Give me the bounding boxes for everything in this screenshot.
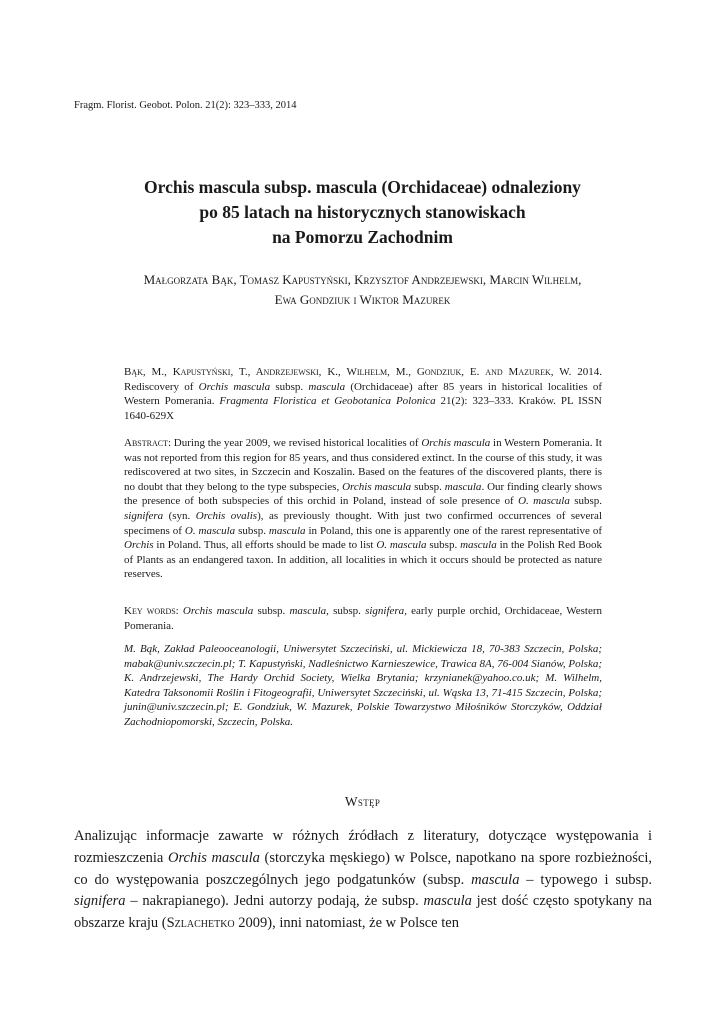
citation-species-1: Orchis mascula	[198, 380, 271, 393]
abstract-species: O. mascula	[184, 524, 236, 537]
body-text-run: (storczyka męskiego) w Polsce, napotkano na spore rozbieżności, co do występowania poszczególnych jego podgatunków (subsp.	[74, 849, 652, 888]
keywords-text: , early purple orchid, Orchidaceae, Western Pomerania.	[124, 605, 603, 632]
authors-line-2: Ewa Gondziuk i Wiktor Mazurek	[274, 292, 451, 307]
title-line-3: na Pomorzu Zachodnim	[272, 227, 453, 247]
abstract-block	[124, 436, 602, 582]
body-citation-author: Szlachetko	[166, 915, 235, 932]
abstract-text: in the Polish Red Book of Plants as an endangered taxon. In addition, all localities in which it occurs should be protected as nature reserves.	[124, 539, 603, 581]
abstract-text: in Western Pomerania. It was not reported from this region for 85 years, and thus considered extinct. In the course of this study, it was rediscovered at two sites, in Szczecin and Koszalin. Based on the features of the discovered plants, there is no doubt that they belong to the type subspecies,	[124, 437, 602, 493]
citation-journal: Fragmenta Floristica et Geobotanica Polonica	[219, 395, 436, 408]
body-paragraph	[74, 826, 652, 935]
body-species: Orchis mascula	[167, 849, 260, 866]
abstract-text: in Poland, this one is apparently one of the rarest representative of	[305, 524, 603, 537]
body-text-run: 2009), inni natomiast, że w Polsce ten	[234, 915, 459, 932]
title-line-1: Orchis mascula subsp. mascula (Orchidaceae) odnaleziony	[144, 177, 581, 197]
abstract-text: . Our finding clearly shows the presence of both subspecies of this orchid in Poland, instead of sole presence of	[124, 480, 603, 508]
abstract-label: Abstract:	[124, 437, 172, 449]
abstract-text: subsp.	[411, 480, 445, 493]
abstract-species: mascula	[444, 480, 482, 493]
body-species: signifera	[74, 893, 126, 910]
abstract-text: (syn.	[163, 509, 196, 522]
abstract-text: ), as previously thought. With just two confirmed occurrences of several specimens of	[124, 509, 602, 537]
abstract-species: signifera	[124, 509, 164, 522]
body-text-run: jest dość często spotykany na obszarze kraju (	[74, 893, 652, 932]
citation-text-4: 21(2): 323–333. Kraków. PL ISSN 1640-629X	[124, 395, 602, 422]
addresses-paragraph: M. Bąk, Zakład Paleooceanologii, Uniwersytet Szczeciński, ul. Mickiewicza 18, 70-383 Szczecin, Polska; mabak@univ.szczecin.pl; T. Kapustyński, Nadleśnictwo Karnieszewice, Trawica 8A, 76-004 Sianów, Polska; K. Andrzejewski, The Hardy Orchid Society, Wielka Brytania; krzynianek@yahoo.co.uk; M. Wilhelm, Katedra Taksonomii Roślin i Fitogeografii, Uniwersytet Szczeciński, ul. Wąska 13, 71-415 Szczecin, Polska; junin@univ.szczecin.pl; E. Gondziuk, W. Mazurek, Polskie Towarzystwo Miłośników Storczyków, Oddział Zachodniopomorski, Szczecin, Polska.	[124, 643, 602, 728]
abstract-species: O. mascula	[376, 539, 427, 552]
abstract-species: Orchis	[124, 539, 154, 552]
citation-text-3: (Orchidaceae) after 85 years in historical localities of Western Pomerania.	[124, 380, 603, 408]
abstract-species: Orchis ovalis	[195, 509, 258, 522]
citation-text-2: subsp.	[270, 380, 309, 393]
title-line-2: po 85 latach na historycznych stanowiskach	[199, 202, 526, 222]
abstract-species: Orchis mascula	[421, 437, 491, 449]
running-head: Fragm. Florist. Geobot. Polon. 21(2): 323–333, 2014	[74, 100, 297, 111]
body-text-run: – nakrapianego). Jedni autorzy podają, że subsp.	[125, 893, 424, 910]
citation-block	[124, 365, 602, 423]
citation-text-1: 2014. Rediscovery of	[124, 366, 603, 393]
keywords-label: Key words:	[124, 605, 179, 617]
citation-authors: Bąk, M., Kapustyński, T., Andrzejewski, K., Wilhelm, M., Gondziuk, E. and Mazurek, W.	[124, 366, 572, 378]
abstract-species: mascula	[268, 524, 306, 537]
citation-species-2: mascula	[308, 380, 346, 393]
keywords-block	[124, 604, 602, 633]
citation-paragraph	[124, 365, 602, 423]
abstract-text: subsp.	[569, 495, 603, 508]
abstract-species: O. mascula	[518, 495, 570, 508]
abstract-species: mascula	[460, 539, 497, 552]
body-text	[74, 826, 652, 935]
body-text-run: – typowego i subsp.	[519, 871, 652, 888]
keywords-species: Orchis mascula	[182, 605, 254, 617]
author-list	[0, 270, 725, 310]
author-addresses	[124, 642, 602, 730]
authors-line-1: Małgorzata Bąk, Tomasz Kapustyński, Krzysztof Andrzejewski, Marcin Wilhelm,	[143, 272, 582, 287]
abstract-paragraph	[124, 436, 602, 582]
abstract-text: During the year 2009, we revised historical localities of	[171, 437, 422, 449]
article-title	[0, 175, 725, 250]
abstract-text: subsp.	[235, 524, 269, 537]
body-species: mascula	[471, 871, 520, 888]
abstract-text: in Poland. Thus, all efforts should be made to list	[153, 539, 377, 552]
keywords-species: mascula,	[289, 605, 329, 617]
abstract-text: subsp.	[426, 539, 461, 552]
keywords-species: signifera	[365, 605, 405, 617]
body-text-run: Analizując informacje zawarte w różnych źródłach z literatury, dotyczące występowania i rozmieszczenia	[74, 828, 652, 866]
abstract-species: Orchis mascula	[342, 480, 412, 493]
section-heading: Wstęp	[344, 794, 381, 809]
keywords-paragraph	[124, 604, 602, 633]
body-species: mascula	[423, 893, 472, 910]
keywords-text: subsp.	[328, 605, 366, 617]
keywords-text: subsp.	[253, 605, 290, 617]
